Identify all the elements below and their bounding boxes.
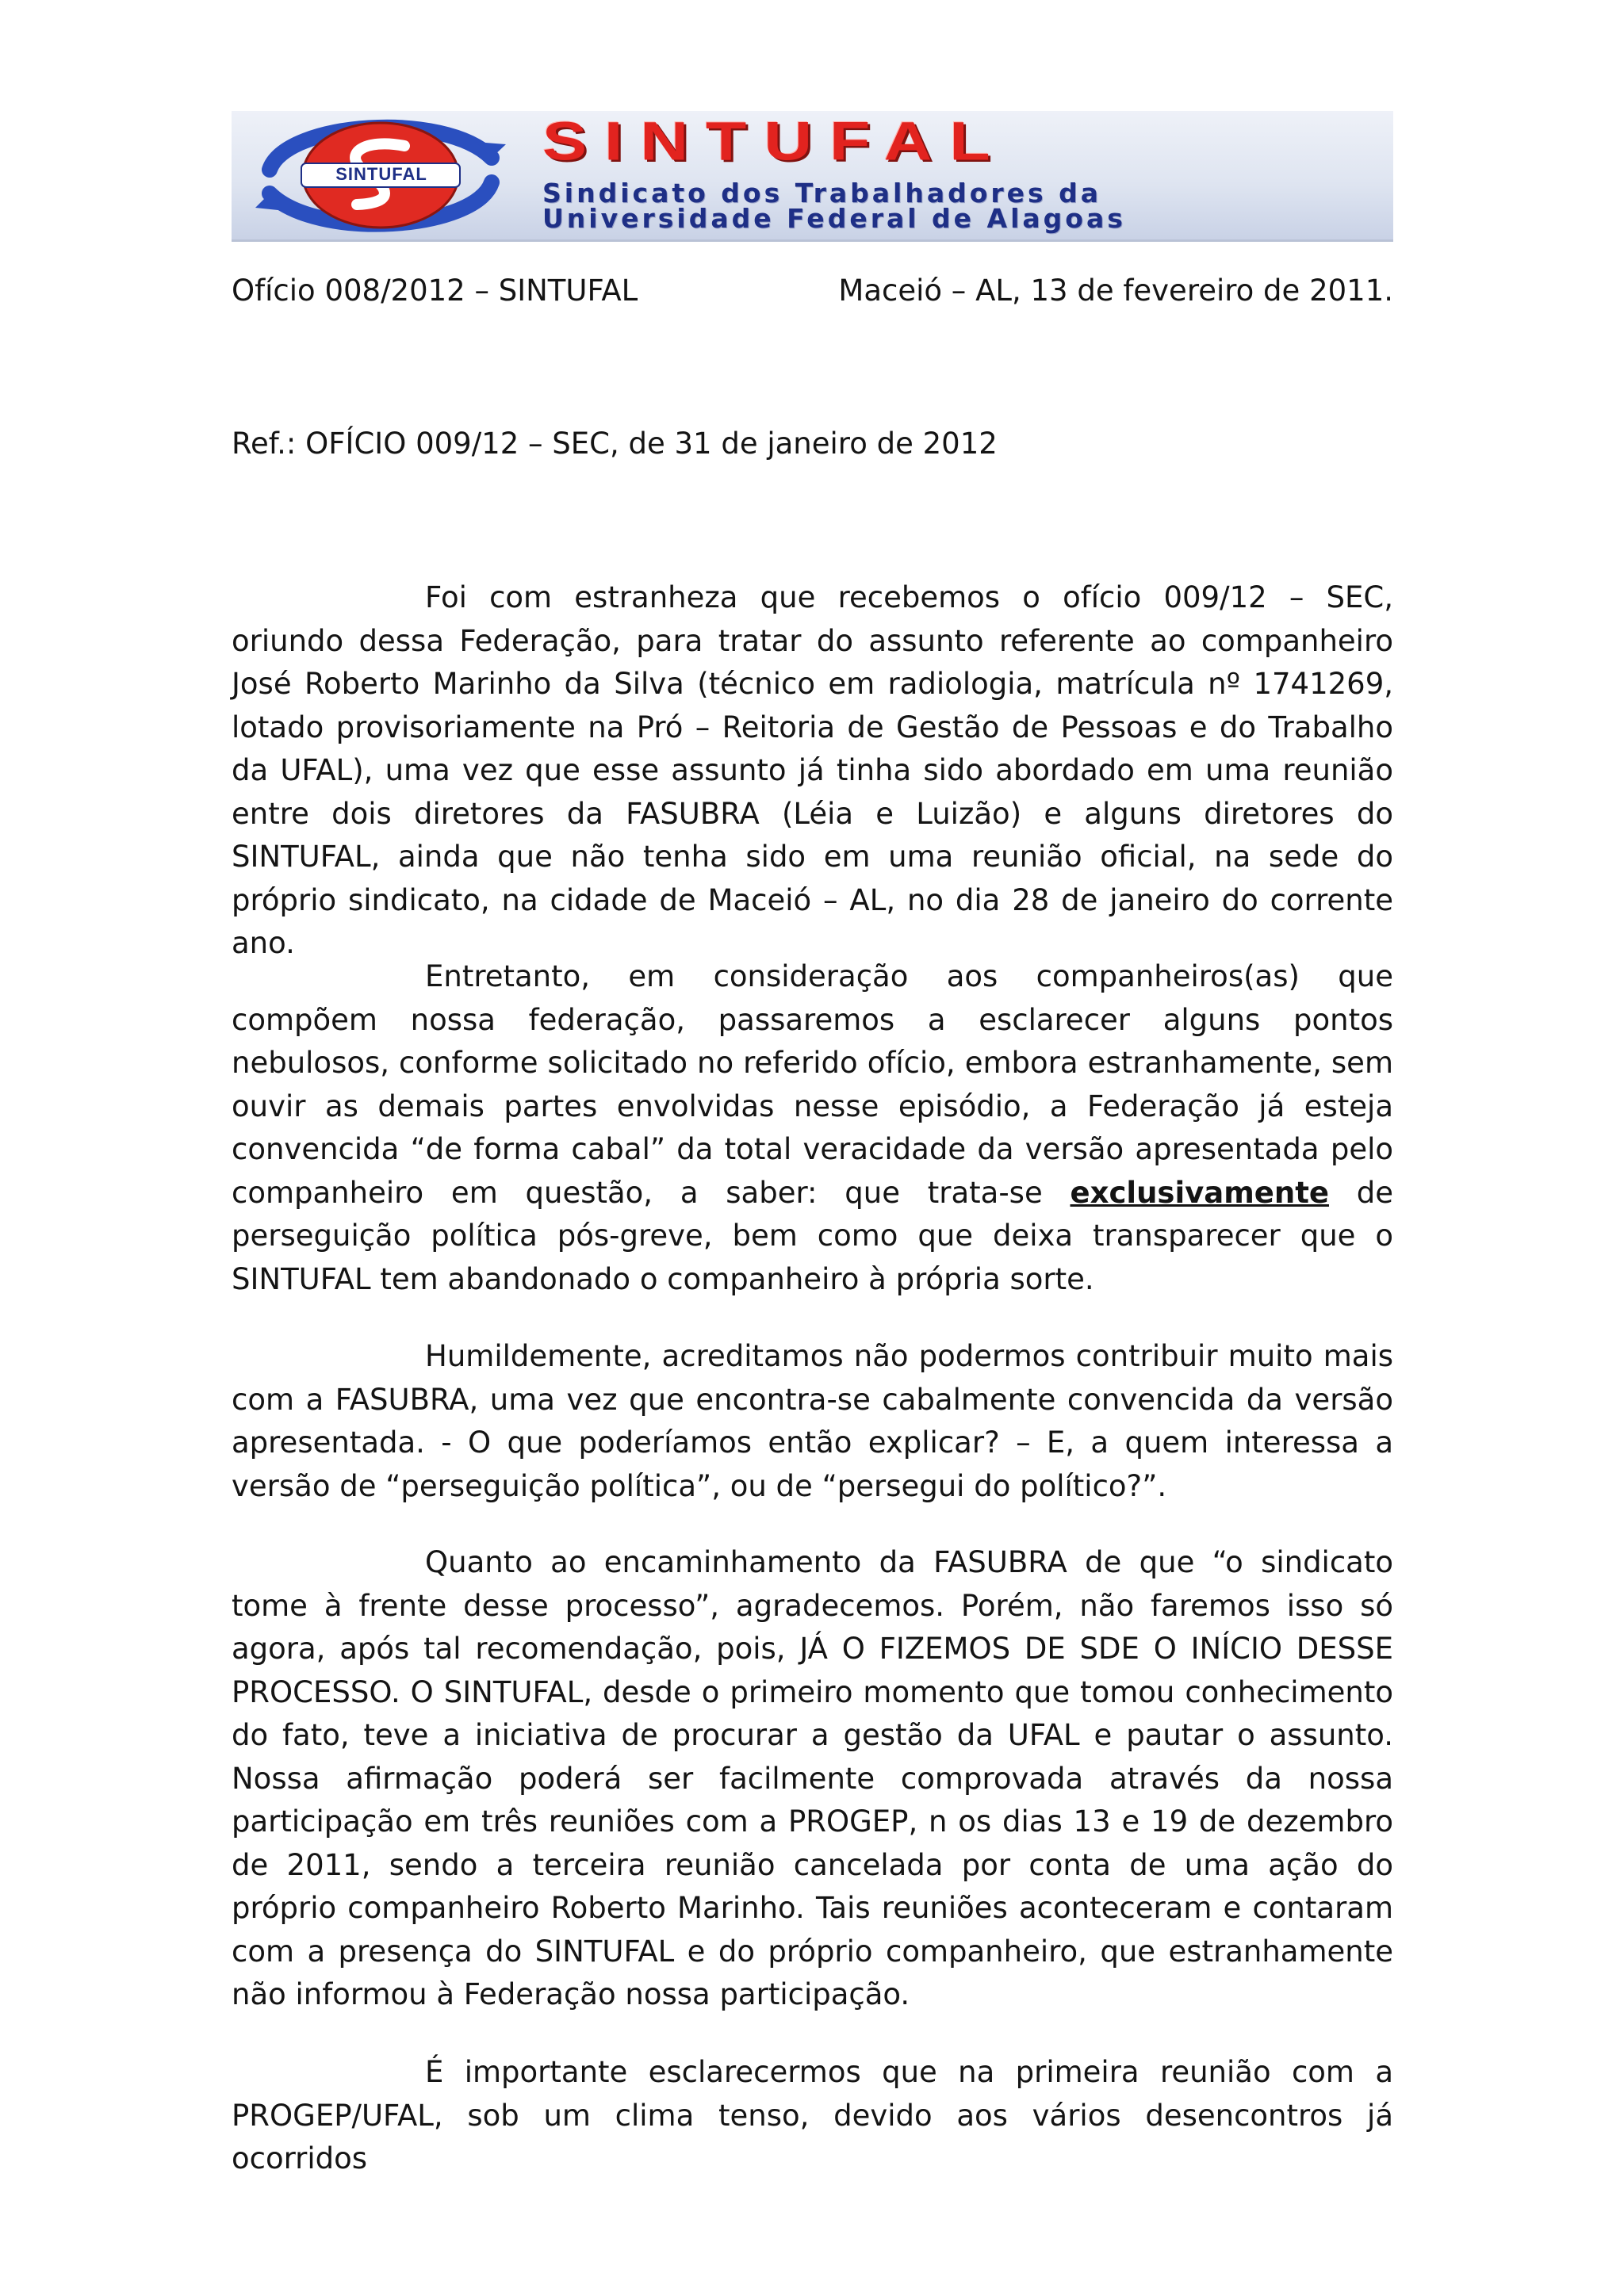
paragraph-3: Humildemente, acreditamos não podermos contribuir muito mais com a FASUBRA, uma vez que encontra-se cabalmente convencida da versão apresentada. - O que poderíamos então explicar? – E, a quem interessa a versão de “perseguição política”, ou de “persegui do político?”. [232, 1339, 1393, 1503]
paragraph-2 [232, 955, 1393, 1301]
place-date: Maceió – AL, 13 de fevereiro de 2011. [838, 274, 1393, 308]
letterhead [232, 111, 1393, 239]
paragraph-2-end: de perseguição política pós-greve, bem como que deixa transparecer que o SINTUFAL tem abandonado o companheiro à própria sorte. [232, 1175, 1394, 1296]
tagline [542, 178, 1383, 234]
logo-label: SINTUFAL [335, 164, 427, 184]
tagline-line-2: Universidade Federal de Alagoas [542, 203, 1126, 234]
reference-line: Ref.: OFÍCIO 009/12 – SEC, de 31 de janeiro de 2012 [232, 427, 998, 461]
paragraph-2-start: Entretanto, em consideração aos companheiros(as) que compõem nossa federação, passaremos a esclarecer alguns pontos nebulosos, conforme solicitado no referido ofício, embora estranhamente, sem ouvir as demais partes envolvidas nesse episódio, a Federação já esteja convencida “de forma cabal” da total veracidade da versão apresentada pelo companheiro em questão, a saber: que trata-se [232, 959, 1393, 1210]
paragraph-4: Quanto ao encaminhamento da FASUBRA de que “o sindicato tome à frente desse processo”, agradecemos. Porém, não faremos isso só agora, após tal recomendação, pois, JÁ O FIZEMOS DE SDE O INÍCIO DESSE PROCESSO. O SINTUFAL, desde o primeiro momento que tomou conhecimento do fato, teve a iniciativa de procurar a gestão da UFAL e pautar o assunto. Nossa afirmação poderá ser facilmente comprovada através da nossa participação em três reuniões com a PROGEP, n os dias 13 e 19 de dezembro de 2011, sendo a terceira reunião cancelada por conta de uma ação do próprio companheiro Roberto Marinho. Tais reuniões aconteceram e contaram com a presença do SINTUFAL e do próprio companheiro, que estranhamente não informou à Federação nossa participação. [232, 1545, 1393, 2011]
brand-name: SINTUFAL [542, 110, 1008, 172]
emphasis-exclusivamente: exclusivamente [1070, 1175, 1329, 1210]
oficio-number: Ofício 008/2012 – SINTUFAL [232, 274, 638, 308]
paragraph-5: É importante esclarecermos que na primeira reunião com a PROGEP/UFAL, sob um clima tenso, devido aos vários desencontros já ocorridos [232, 2055, 1393, 2175]
tagline-line-1: Sindicato dos Trabalhadores da [542, 178, 1102, 209]
header-row [232, 270, 1393, 314]
paragraph-1: Foi com estranheza que recebemos o ofício 009/12 – SEC, oriundo dessa Federação, para tratar do assunto referente ao companheiro José Roberto Marinho da Silva (técnico em radiologia, matrícula nº 1741269, lotado provisoriamente na Pró – Reitoria de Gestão de Pessoas e do Trabalho da UFAL), uma vez que esse assunto já tinha sido abordado em uma reunião entre dois diretores da FASUBRA (Léia e Luizão) e alguns diretores do SINTUFAL, ainda que não tenha sido em uma reunião oficial, na sede do próprio sindicato, na cidade de Maceió – AL, no dia 28 de janeiro do corrente ano. [232, 580, 1393, 960]
